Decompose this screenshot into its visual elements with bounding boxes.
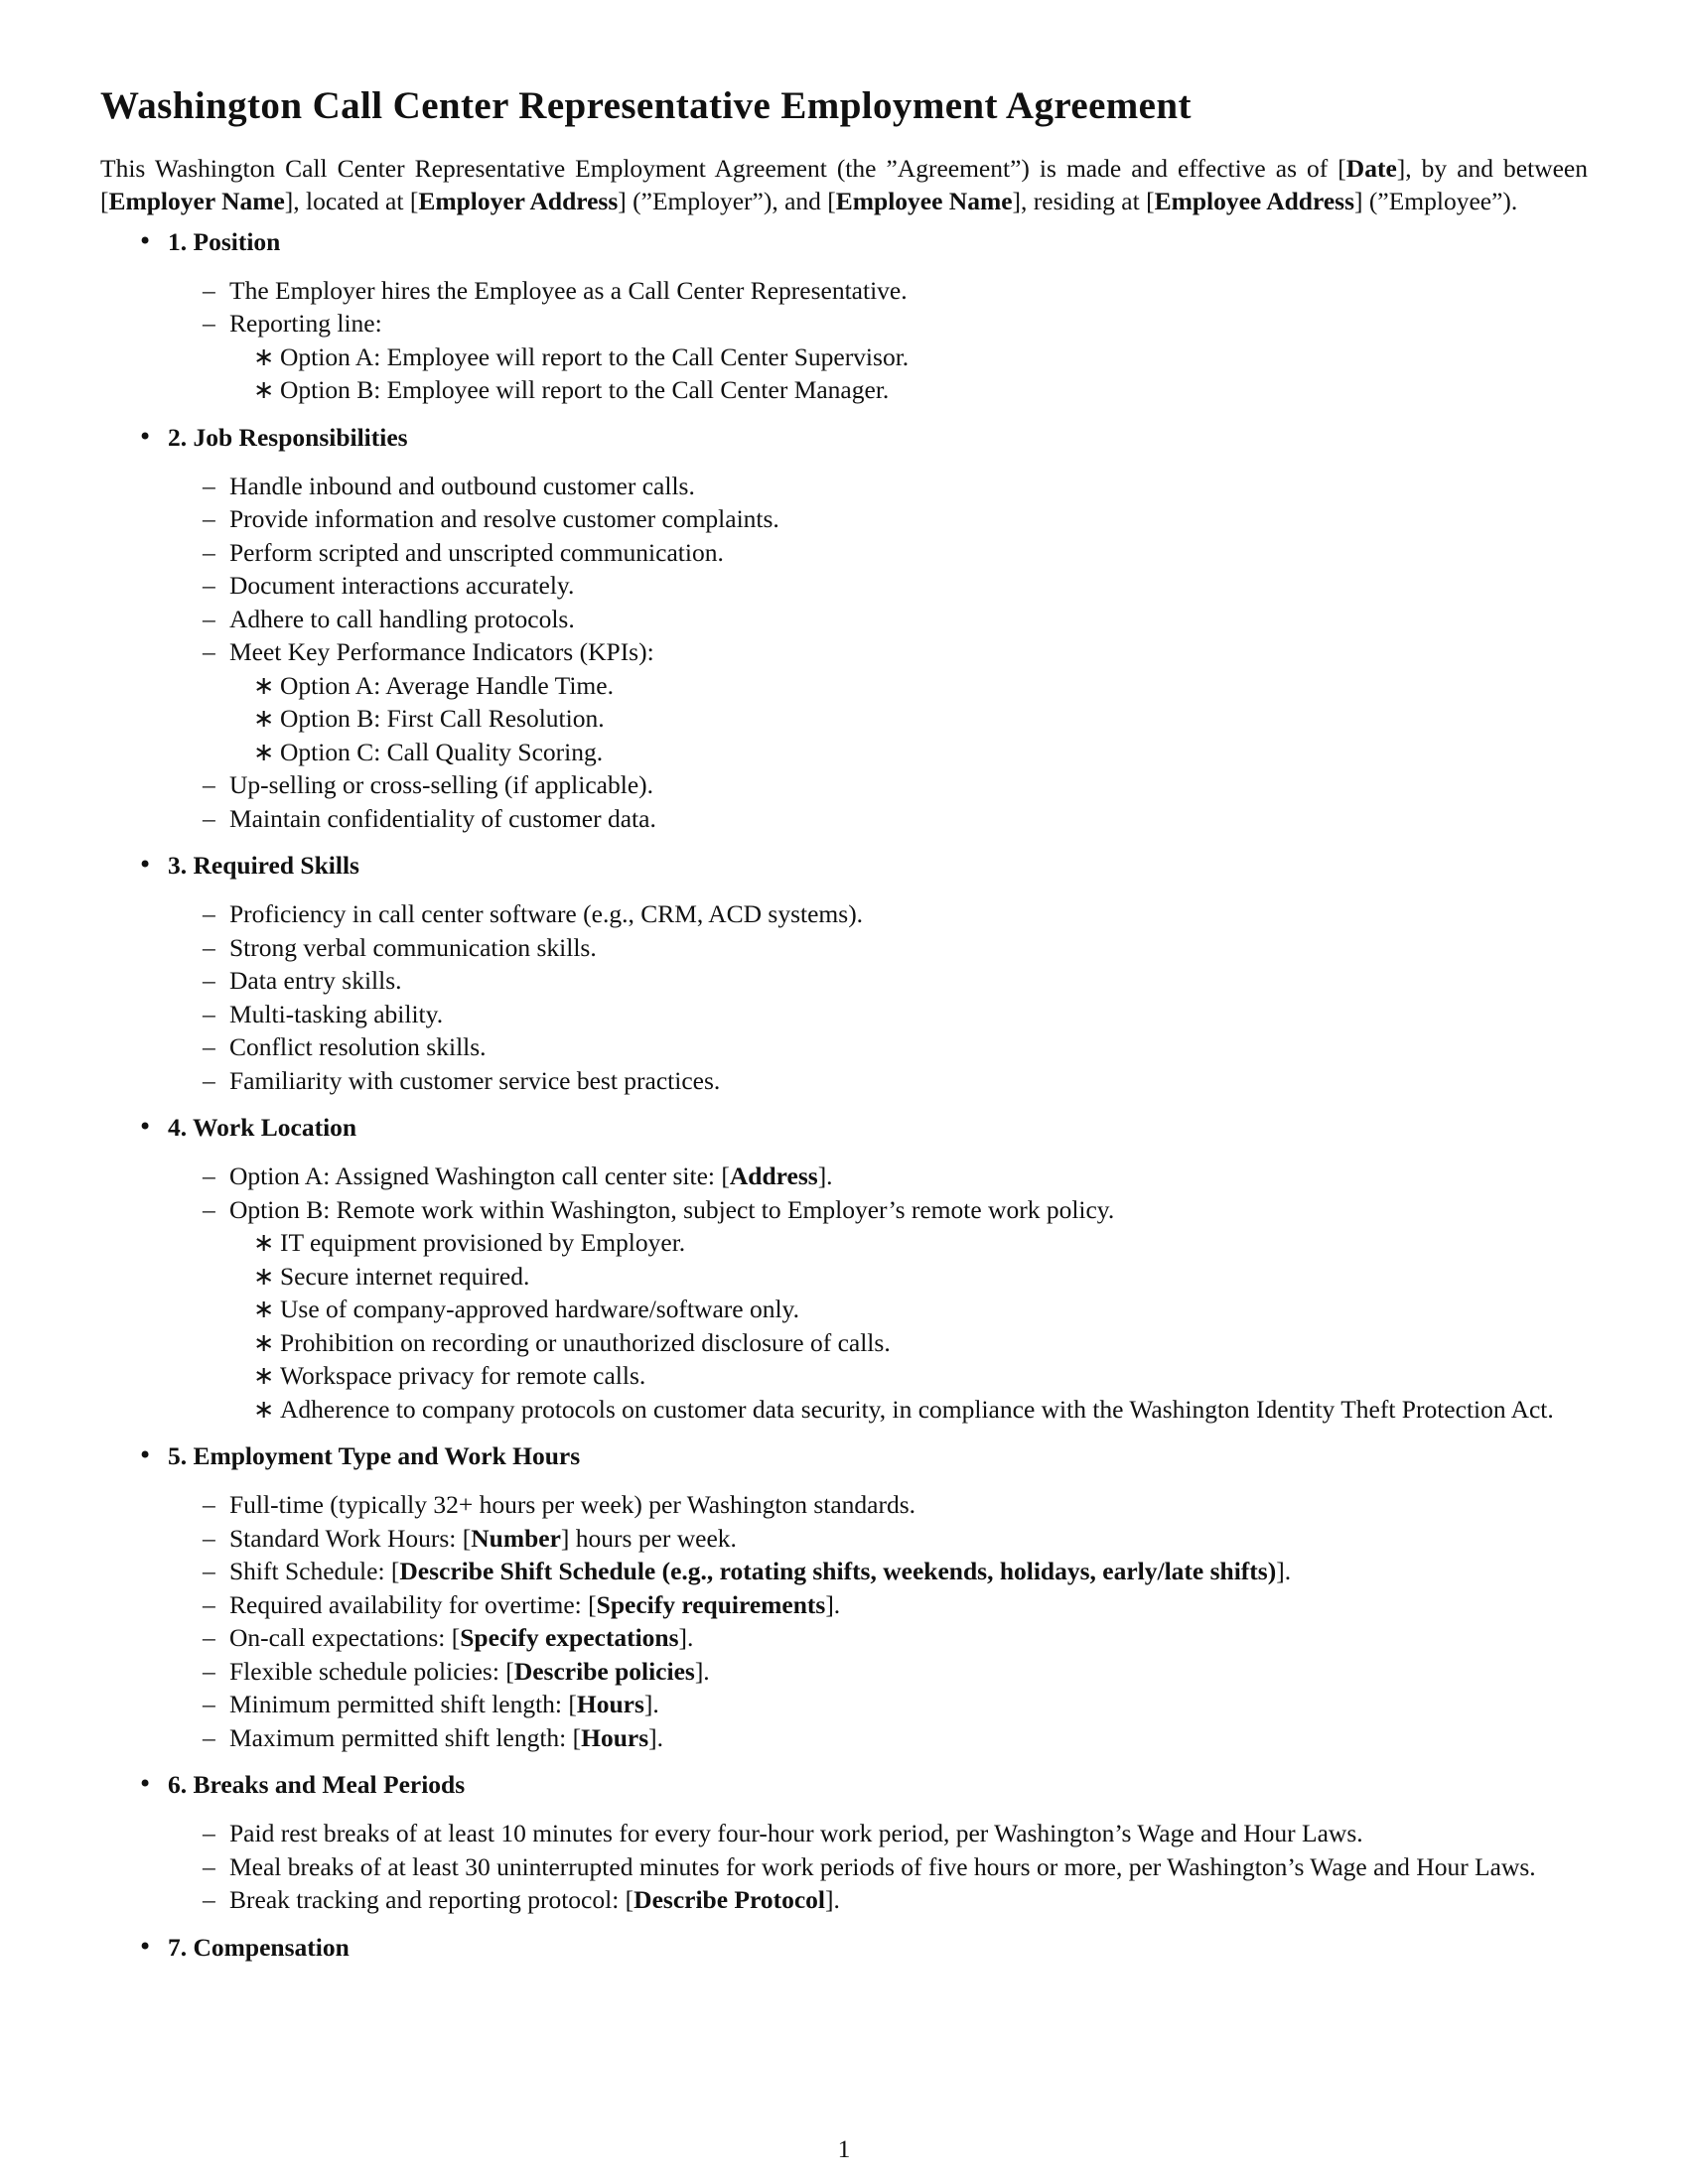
placeholder-field: Employer Address xyxy=(418,186,619,215)
dash-icon: – xyxy=(203,1656,215,1686)
text-run: ]. xyxy=(648,1722,664,1752)
dash-icon: – xyxy=(203,637,215,667)
text-run: Secure internet required. xyxy=(280,1261,530,1291)
section-heading: 1. Position xyxy=(168,226,281,256)
list-item xyxy=(168,569,1588,603)
dash-icon: – xyxy=(203,1065,215,1095)
list-item xyxy=(168,1064,1588,1098)
bullet-icon: • xyxy=(138,1113,153,1142)
list-item xyxy=(168,998,1588,1031)
text-run: Prohibition on recording or unauthorized disclosure of calls. xyxy=(280,1327,891,1357)
dash-icon: – xyxy=(203,1819,215,1848)
placeholder-field: Hours xyxy=(576,1690,644,1719)
text-run: Strong verbal communication skills. xyxy=(229,932,597,962)
list-item xyxy=(168,1688,1588,1721)
text-run: Adherence to company protocols on customer data security, in compliance with the Washington Identity Theft Protection Act. xyxy=(280,1394,1554,1424)
placeholder-field: Date xyxy=(1345,153,1397,183)
text-run: ] hours per week. xyxy=(560,1523,737,1553)
text-run: ]. xyxy=(694,1656,710,1686)
dash-icon: – xyxy=(203,1589,215,1619)
dash-icon: – xyxy=(203,966,215,996)
text-run: ] (”Employer”), and [ xyxy=(618,186,836,215)
sub-list xyxy=(229,1226,1588,1426)
section-heading: 5. Employment Type and Work Hours xyxy=(168,1441,581,1471)
dash-icon: – xyxy=(203,309,215,339)
dash-icon: – xyxy=(203,1885,215,1915)
sub-list-item xyxy=(229,1226,1588,1260)
text-run: Option A: Assigned Washington call center site: [ xyxy=(229,1161,730,1191)
sub-list xyxy=(229,341,1588,407)
sub-list xyxy=(229,669,1588,769)
bullet-icon: • xyxy=(138,1770,153,1799)
asterisk-icon: ∗ xyxy=(253,341,275,371)
sub-list-item xyxy=(229,341,1588,374)
intro-paragraph xyxy=(100,152,1588,217)
text-run: Option B: First Call Resolution. xyxy=(280,704,605,734)
dash-icon: – xyxy=(203,1032,215,1062)
text-run: Proficiency in call center software (e.g., CRM, ACD systems). xyxy=(229,899,864,929)
section xyxy=(100,1111,1588,1426)
text-run: Data entry skills. xyxy=(229,966,402,996)
placeholder-field: Specify expectations xyxy=(460,1623,679,1653)
section-heading: 4. Work Location xyxy=(168,1113,357,1143)
text-run: Use of company-approved hardware/software only. xyxy=(280,1295,800,1324)
text-run: Option C: Call Quality Scoring. xyxy=(280,737,604,766)
text-run: Option A: Average Handle Time. xyxy=(280,670,614,700)
sub-list-item xyxy=(229,1326,1588,1360)
text-run: Document interactions accurately. xyxy=(229,571,575,601)
dash-icon: – xyxy=(203,275,215,305)
dash-icon: – xyxy=(203,504,215,534)
placeholder-field: Employee Address xyxy=(1154,186,1355,215)
text-run: ]. xyxy=(825,1589,841,1619)
bullet-icon: • xyxy=(138,422,153,451)
dash-icon: – xyxy=(203,571,215,601)
list-item xyxy=(168,1160,1588,1193)
dash-icon: – xyxy=(203,1161,215,1191)
section-heading: 7. Compensation xyxy=(168,1932,350,1962)
text-run: On-call expectations: [ xyxy=(229,1623,461,1653)
bullet-icon: • xyxy=(138,851,153,880)
list-item xyxy=(168,931,1588,965)
sub-list-item xyxy=(229,736,1588,769)
list-item xyxy=(168,1850,1588,1884)
list-item xyxy=(168,1655,1588,1689)
asterisk-icon: ∗ xyxy=(253,1361,275,1391)
dash-icon: – xyxy=(203,1194,215,1224)
text-run: ], by and between [ xyxy=(100,153,1588,215)
text-run: Meal breaks of at least 30 uninterrupted minutes for work periods of five hours or more, per Washington’s Wage and Hour Laws. xyxy=(229,1851,1536,1881)
asterisk-icon: ∗ xyxy=(253,704,275,734)
text-run: Paid rest breaks of at least 10 minutes for every four-hour work period, per Washington’s Wage and Hour Laws. xyxy=(229,1819,1363,1848)
text-run: Full-time (typically 32+ hours per week) per Washington standards. xyxy=(229,1490,916,1520)
text-run: Maintain confidentiality of customer data. xyxy=(229,803,656,833)
dash-icon: – xyxy=(203,604,215,633)
dash-icon: – xyxy=(203,1722,215,1752)
list-item xyxy=(168,1621,1588,1655)
text-run: ], residing at [ xyxy=(1012,186,1155,215)
dash-icon: – xyxy=(203,803,215,833)
list-item xyxy=(168,1588,1588,1622)
item-list xyxy=(168,897,1588,1097)
text-run: ]. xyxy=(643,1690,659,1719)
text-run: Provide information and resolve customer complaints. xyxy=(229,504,779,534)
text-run: Break tracking and reporting protocol: [ xyxy=(229,1885,634,1915)
item-list xyxy=(168,1488,1588,1754)
section-heading: 3. Required Skills xyxy=(168,851,359,881)
list-item xyxy=(168,1193,1588,1427)
list-item xyxy=(168,964,1588,998)
dash-icon: – xyxy=(203,999,215,1028)
dash-icon: – xyxy=(203,1851,215,1881)
section xyxy=(100,421,1588,836)
item-list xyxy=(168,1160,1588,1426)
dash-icon: – xyxy=(203,1623,215,1653)
text-run: Multi-tasking ability. xyxy=(229,999,444,1028)
list-item xyxy=(168,603,1588,636)
list-item xyxy=(168,470,1588,503)
section xyxy=(100,849,1588,1097)
list-item xyxy=(168,1883,1588,1917)
text-run: ]. xyxy=(817,1161,833,1191)
text-run: Perform scripted and unscripted communication. xyxy=(229,537,724,567)
sub-list-item xyxy=(229,373,1588,407)
placeholder-field: Describe Shift Schedule (e.g., rotating shifts, weekends, holidays, early/late shifts) xyxy=(399,1557,1277,1586)
text-run: Flexible schedule policies: [ xyxy=(229,1656,514,1686)
placeholder-field: Employee Name xyxy=(835,186,1013,215)
item-list xyxy=(168,470,1588,836)
list-item xyxy=(168,1522,1588,1556)
bullet-icon: • xyxy=(138,1932,153,1961)
list-item xyxy=(168,635,1588,768)
asterisk-icon: ∗ xyxy=(253,1394,275,1424)
item-list xyxy=(168,274,1588,407)
section xyxy=(100,1439,1588,1754)
text-run: Option A: Employee will report to the Call Center Supervisor. xyxy=(280,341,910,371)
text-run: IT equipment provisioned by Employer. xyxy=(280,1228,686,1258)
section-heading: 2. Job Responsibilities xyxy=(168,422,408,452)
dash-icon: – xyxy=(203,471,215,500)
section xyxy=(100,225,1588,407)
sub-list-item xyxy=(229,1393,1588,1427)
list-item xyxy=(168,307,1588,407)
text-run: Up-selling or cross-selling (if applicable). xyxy=(229,770,654,800)
text-run: Option B: Employee will report to the Call Center Manager. xyxy=(280,375,890,405)
list-item xyxy=(168,274,1588,308)
asterisk-icon: ∗ xyxy=(253,670,275,700)
text-run: The Employer hires the Employee as a Call Center Representative. xyxy=(229,275,908,305)
text-run: Conflict resolution skills. xyxy=(229,1032,487,1062)
dash-icon: – xyxy=(203,1523,215,1553)
list-item xyxy=(168,1817,1588,1850)
text-run: Workspace privacy for remote calls. xyxy=(280,1361,646,1391)
asterisk-icon: ∗ xyxy=(253,1261,275,1291)
text-run: Meet Key Performance Indicators (KPIs): xyxy=(229,637,654,667)
asterisk-icon: ∗ xyxy=(253,1327,275,1357)
text-run: Adhere to call handling protocols. xyxy=(229,604,575,633)
text-run: Maximum permitted shift length: [ xyxy=(229,1722,582,1752)
list-item xyxy=(168,1555,1588,1588)
text-run: Option B: Remote work within Washington, subject to Employer’s remote work policy. xyxy=(229,1194,1115,1224)
sub-list-item xyxy=(229,1293,1588,1326)
list-item xyxy=(168,1721,1588,1755)
page-number: 1 xyxy=(837,2134,851,2163)
list-item xyxy=(168,536,1588,570)
sub-list-item xyxy=(229,1260,1588,1294)
dash-icon: – xyxy=(203,1490,215,1520)
dash-icon: – xyxy=(203,1690,215,1719)
list-item xyxy=(168,897,1588,931)
placeholder-field: Number xyxy=(471,1523,561,1553)
section xyxy=(100,1931,1588,1964)
text-run: Familiarity with customer service best practices. xyxy=(229,1065,721,1095)
item-list xyxy=(168,1817,1588,1917)
list-item xyxy=(168,802,1588,836)
placeholder-field: Describe Protocol xyxy=(633,1885,825,1915)
text-run: Handle inbound and outbound customer calls. xyxy=(229,471,695,500)
text-run: Shift Schedule: [ xyxy=(229,1557,400,1586)
document-page xyxy=(100,83,1588,1979)
section xyxy=(100,1768,1588,1917)
dash-icon: – xyxy=(203,537,215,567)
sub-list-item xyxy=(229,1359,1588,1393)
sub-list-item xyxy=(229,702,1588,736)
asterisk-icon: ∗ xyxy=(253,375,275,405)
text-run: Standard Work Hours: [ xyxy=(229,1523,472,1553)
list-item xyxy=(168,1488,1588,1522)
sub-list-item xyxy=(229,669,1588,703)
text-run: This Washington Call Center Representative Employment Agreement (the ”Agreement”) is made and effective as of [ xyxy=(100,153,1346,183)
dash-icon: – xyxy=(203,899,215,929)
dash-icon: – xyxy=(203,770,215,800)
section-heading: 6. Breaks and Meal Periods xyxy=(168,1770,466,1800)
placeholder-field: Describe policies xyxy=(513,1656,695,1686)
text-run: Minimum permitted shift length: [ xyxy=(229,1690,577,1719)
bullet-icon: • xyxy=(138,226,153,255)
placeholder-field: Address xyxy=(729,1161,818,1191)
asterisk-icon: ∗ xyxy=(253,737,275,766)
bullet-icon: • xyxy=(138,1441,153,1470)
document-title: Washington Call Center Representative Employment Agreement xyxy=(100,84,1192,127)
text-run: ]. xyxy=(825,1885,840,1915)
asterisk-icon: ∗ xyxy=(253,1295,275,1324)
placeholder-field: Employer Name xyxy=(108,186,285,215)
placeholder-field: Specify requirements xyxy=(596,1589,826,1619)
section-list xyxy=(100,225,1588,1964)
asterisk-icon: ∗ xyxy=(253,1228,275,1258)
text-run: ], located at [ xyxy=(284,186,419,215)
dash-icon: – xyxy=(203,1557,215,1586)
text-run: ]. xyxy=(678,1623,694,1653)
text-run: Reporting line: xyxy=(229,309,382,339)
text-run: ]. xyxy=(1276,1557,1292,1586)
text-run: Required availability for overtime: [ xyxy=(229,1589,597,1619)
list-item xyxy=(168,768,1588,802)
placeholder-field: Hours xyxy=(581,1722,649,1752)
dash-icon: – xyxy=(203,932,215,962)
list-item xyxy=(168,502,1588,536)
list-item xyxy=(168,1030,1588,1064)
text-run: ] (”Employee”). xyxy=(1354,186,1518,215)
